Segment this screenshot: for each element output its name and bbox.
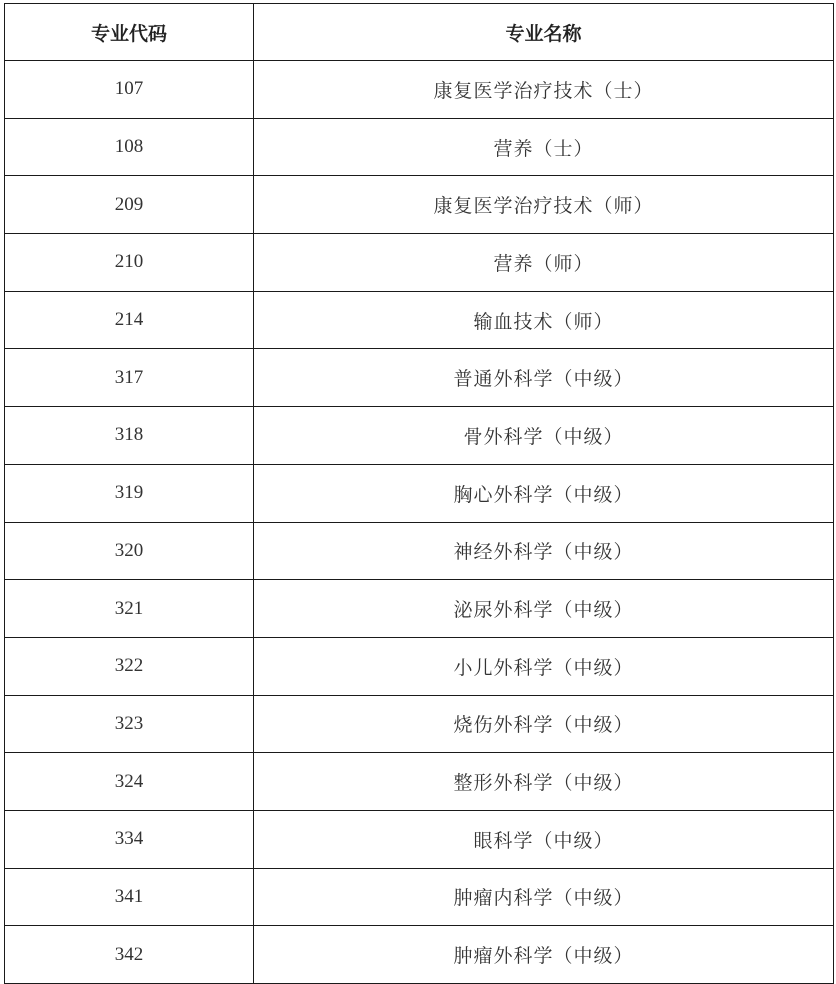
table-row [5,61,834,119]
specialty-code-cell: 107 [5,61,254,119]
table-row [5,753,834,811]
specialty-name-cell: 烧伤外科学（中级） [254,695,834,753]
table-row [5,291,834,349]
table-row [5,926,834,984]
specialty-code-cell: 342 [5,926,254,984]
specialty-name-cell: 骨外科学（中级） [254,407,834,465]
header-specialty-code: 专业代码 [5,4,254,61]
table-row [5,349,834,407]
specialty-name-cell: 肿瘤内科学（中级） [254,868,834,926]
specialty-name-cell: 肿瘤外科学（中级） [254,926,834,984]
table-row [5,522,834,580]
table-row [5,407,834,465]
specialty-name-cell: 输血技术（师） [254,291,834,349]
specialty-code-cell: 214 [5,291,254,349]
specialty-code-cell: 108 [5,118,254,176]
specialty-code-cell: 320 [5,522,254,580]
specialty-name-cell: 整形外科学（中级） [254,753,834,811]
specialty-name-cell: 神经外科学（中级） [254,522,834,580]
table-row [5,234,834,292]
specialty-code-cell: 324 [5,753,254,811]
table-row [5,637,834,695]
specialty-code-cell: 318 [5,407,254,465]
specialty-table [4,3,834,984]
table-row [5,580,834,638]
specialty-code-cell: 334 [5,810,254,868]
table-row [5,176,834,234]
specialty-code-cell: 317 [5,349,254,407]
specialty-code-cell: 209 [5,176,254,234]
specialty-name-cell: 小儿外科学（中级） [254,637,834,695]
table-row [5,464,834,522]
specialty-code-cell: 322 [5,637,254,695]
header-specialty-name: 专业名称 [254,4,834,61]
specialty-name-cell: 泌尿外科学（中级） [254,580,834,638]
specialty-name-cell: 眼科学（中级） [254,810,834,868]
specialty-name-cell: 康复医学治疗技术（士） [254,61,834,119]
table-row [5,118,834,176]
specialty-code-cell: 323 [5,695,254,753]
specialty-code-cell: 210 [5,234,254,292]
specialty-code-cell: 319 [5,464,254,522]
specialty-name-cell: 胸心外科学（中级） [254,464,834,522]
table-header-row [5,4,834,61]
specialty-code-cell: 321 [5,580,254,638]
specialty-name-cell: 营养（师） [254,234,834,292]
table-row [5,868,834,926]
specialty-code-cell: 341 [5,868,254,926]
table-row [5,810,834,868]
table-row [5,695,834,753]
specialty-name-cell: 康复医学治疗技术（师） [254,176,834,234]
specialty-name-cell: 营养（士） [254,118,834,176]
specialty-table-container [4,3,833,984]
specialty-name-cell: 普通外科学（中级） [254,349,834,407]
